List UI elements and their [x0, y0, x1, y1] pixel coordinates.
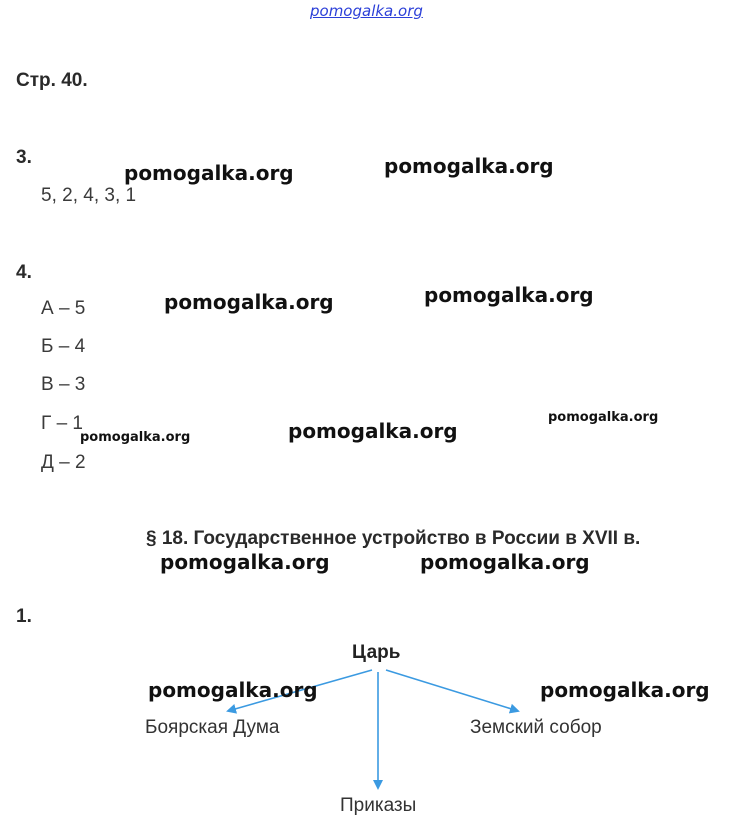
watermark: pomogalka.org	[124, 161, 294, 185]
watermark: pomogalka.org	[160, 550, 330, 574]
task4-item: Г – 1	[41, 413, 83, 434]
diagram-node-prikazy: Приказы	[340, 795, 417, 816]
arrow-to-zemsky-sobor	[386, 670, 518, 711]
top-watermark-link[interactable]: pomogalka.org	[310, 2, 423, 20]
diagram-root-tsar: Царь	[352, 642, 401, 663]
diagram-node-zemsky-sobor: Земский собор	[470, 717, 602, 738]
watermark: pomogalka.org	[540, 678, 710, 702]
watermark: pomogalka.org	[384, 154, 554, 178]
section-title: § 18. Государственное устройство в России в XVII в.	[146, 528, 641, 549]
page-heading: Стр. 40.	[16, 70, 88, 91]
task4-item: Д – 2	[41, 452, 86, 473]
task4-item: А – 5	[41, 298, 86, 319]
watermark: pomogalka.org	[148, 678, 318, 702]
diagram-node-boyar-duma: Боярская Дума	[145, 717, 280, 738]
watermark: pomogalka.org	[288, 419, 458, 443]
task3-answer: 5, 2, 4, 3, 1	[41, 185, 137, 206]
task4-item: Б – 4	[41, 336, 86, 357]
watermark: pomogalka.org	[80, 430, 191, 445]
task4-item: В – 3	[41, 374, 86, 395]
task4-number: 4.	[16, 262, 32, 283]
watermark: pomogalka.org	[548, 410, 659, 425]
task1-number: 1.	[16, 606, 32, 627]
task3-number: 3.	[16, 147, 32, 168]
watermark: pomogalka.org	[164, 290, 334, 314]
watermark: pomogalka.org	[420, 550, 590, 574]
watermark: pomogalka.org	[424, 283, 594, 307]
